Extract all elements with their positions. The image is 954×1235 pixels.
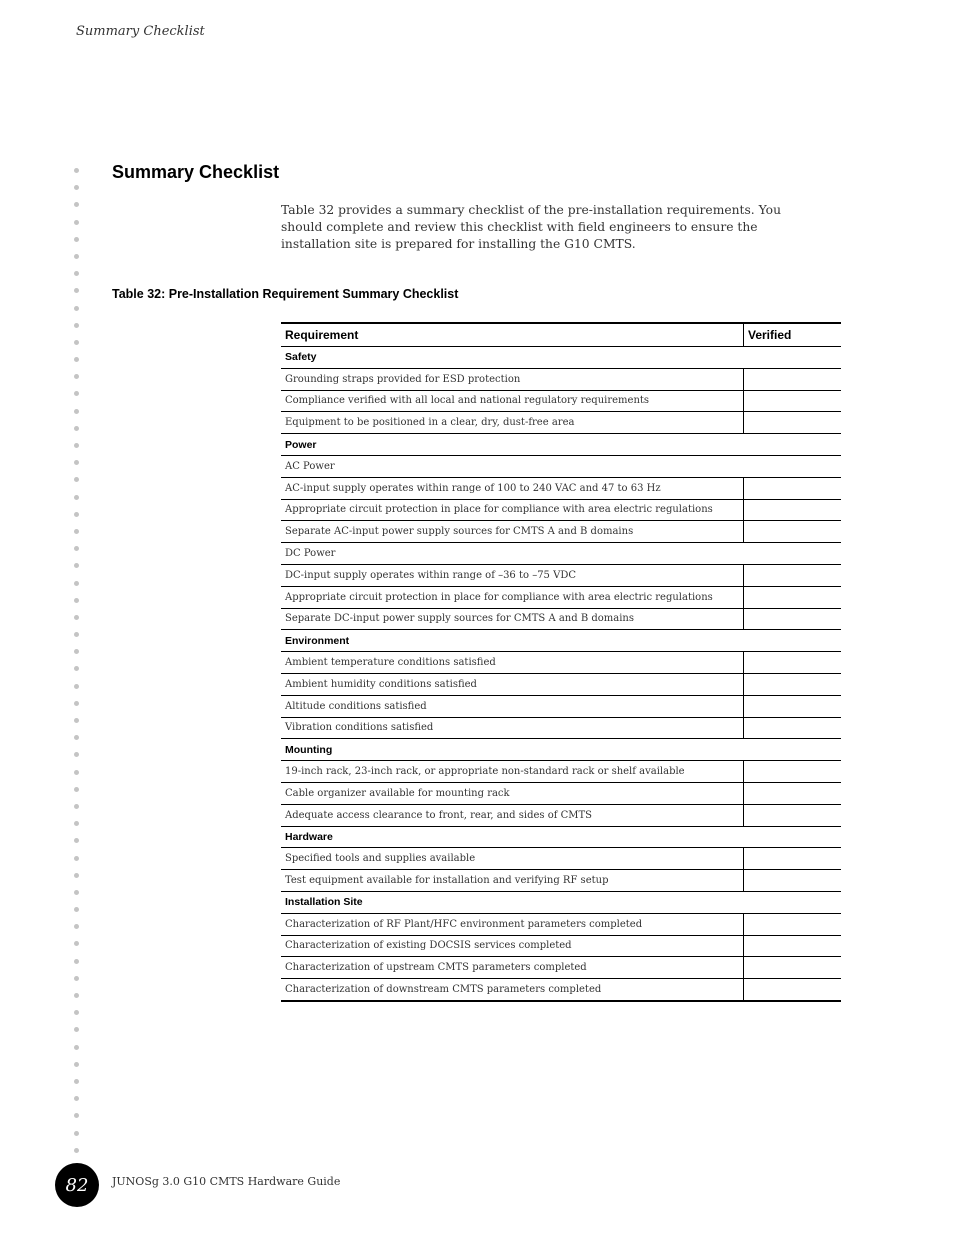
margin-dot xyxy=(74,512,79,517)
requirement-cell: Vibration conditions satisfied xyxy=(281,717,744,739)
margin-dot xyxy=(74,409,79,414)
requirement-cell: Test equipment available for installation and verifying RF setup xyxy=(281,870,744,892)
margin-dot xyxy=(74,254,79,259)
margin-dot xyxy=(74,1027,79,1032)
subheading-row xyxy=(281,543,841,565)
checklist-row xyxy=(281,477,841,499)
requirement-cell: Adequate access clearance to front, rear, and sides of CMTS xyxy=(281,804,744,826)
verified-checkbox-cell[interactable] xyxy=(744,521,842,543)
margin-dot xyxy=(74,856,79,861)
requirement-cell: Characterization of downstream CMTS parameters completed xyxy=(281,979,744,1001)
checklist-table xyxy=(281,322,841,1002)
margin-dot xyxy=(74,1045,79,1050)
table-caption: Table 32: Pre-Installation Requirement Summary Checklist xyxy=(112,287,459,301)
margin-dot xyxy=(74,1079,79,1084)
category-row xyxy=(281,739,841,761)
margin-dot xyxy=(74,1062,79,1067)
margin-dot xyxy=(74,1096,79,1101)
margin-dot xyxy=(74,374,79,379)
margin-dot xyxy=(74,907,79,912)
checklist-row xyxy=(281,673,841,695)
margin-dot xyxy=(74,477,79,482)
margin-dot xyxy=(74,615,79,620)
category-label: Safety xyxy=(281,347,841,369)
margin-dot xyxy=(74,495,79,500)
category-label: Power xyxy=(281,434,841,456)
verified-checkbox-cell[interactable] xyxy=(744,695,842,717)
verified-checkbox-cell[interactable] xyxy=(744,717,842,739)
table-header-row xyxy=(281,323,841,347)
margin-dot xyxy=(74,632,79,637)
checklist-row xyxy=(281,782,841,804)
verified-checkbox-cell[interactable] xyxy=(744,782,842,804)
category-row xyxy=(281,434,841,456)
section-title: Summary Checklist xyxy=(112,162,280,182)
checklist-row xyxy=(281,695,841,717)
margin-dot xyxy=(74,684,79,689)
margin-dot xyxy=(74,323,79,328)
verified-checkbox-cell[interactable] xyxy=(744,673,842,695)
checklist-row xyxy=(281,957,841,979)
page-number-badge: 82 xyxy=(55,1163,99,1207)
margin-dot xyxy=(74,581,79,586)
verified-checkbox-cell[interactable] xyxy=(744,499,842,521)
requirement-cell: AC-input supply operates within range of 100 to 240 VAC and 47 to 63 Hz xyxy=(281,477,744,499)
requirement-cell: Ambient temperature conditions satisfied xyxy=(281,652,744,674)
requirement-cell: 19-inch rack, 23-inch rack, or appropriate non-standard rack or shelf available xyxy=(281,761,744,783)
margin-dot xyxy=(74,873,79,878)
checklist-row xyxy=(281,499,841,521)
requirement-cell: Grounding straps provided for ESD protection xyxy=(281,368,744,390)
checklist-row xyxy=(281,521,841,543)
verified-checkbox-cell[interactable] xyxy=(744,935,842,957)
margin-dot xyxy=(74,1010,79,1015)
verified-checkbox-cell[interactable] xyxy=(744,368,842,390)
category-label: Installation Site xyxy=(281,891,841,913)
verified-checkbox-cell[interactable] xyxy=(744,564,842,586)
requirement-cell: Characterization of existing DOCSIS services completed xyxy=(281,935,744,957)
margin-dot xyxy=(74,443,79,448)
requirement-cell: Characterization of RF Plant/HFC environment parameters completed xyxy=(281,913,744,935)
verified-checkbox-cell[interactable] xyxy=(744,913,842,935)
margin-dot xyxy=(74,752,79,757)
category-row xyxy=(281,891,841,913)
margin-dot-column xyxy=(74,168,80,1165)
checklist-row xyxy=(281,652,841,674)
margin-dot xyxy=(74,993,79,998)
margin-dot xyxy=(74,666,79,671)
margin-dot xyxy=(74,288,79,293)
margin-dot xyxy=(74,185,79,190)
verified-checkbox-cell[interactable] xyxy=(744,804,842,826)
requirement-cell: Altitude conditions satisfied xyxy=(281,695,744,717)
requirement-cell: Separate AC-input power supply sources for CMTS A and B domains xyxy=(281,521,744,543)
requirement-cell: Separate DC-input power supply sources for CMTS A and B domains xyxy=(281,608,744,630)
running-header: Summary Checklist xyxy=(76,24,205,39)
verified-checkbox-cell[interactable] xyxy=(744,957,842,979)
category-label: Environment xyxy=(281,630,841,652)
margin-dot xyxy=(74,426,79,431)
category-label: Mounting xyxy=(281,739,841,761)
margin-dot xyxy=(74,1113,79,1118)
margin-dot xyxy=(74,306,79,311)
margin-dot xyxy=(74,924,79,929)
margin-dot xyxy=(74,838,79,843)
margin-dot xyxy=(74,804,79,809)
margin-dot xyxy=(74,941,79,946)
requirement-cell: Ambient humidity conditions satisfied xyxy=(281,673,744,695)
margin-dot xyxy=(74,598,79,603)
checklist-row xyxy=(281,564,841,586)
checklist-row xyxy=(281,804,841,826)
requirement-cell: Specified tools and supplies available xyxy=(281,848,744,870)
checklist-row xyxy=(281,412,841,434)
margin-dot xyxy=(74,1148,79,1153)
margin-dot xyxy=(74,563,79,568)
margin-dot xyxy=(74,357,79,362)
intro-paragraph: Table 32 provides a summary checklist of the pre-installation requirements. You should complete and review this checklist with field engineers to ensure the installation site is prepared for installing the G10 CMTS. xyxy=(281,203,781,251)
checklist-row xyxy=(281,979,841,1001)
checklist-row xyxy=(281,608,841,630)
verified-checkbox-cell[interactable] xyxy=(744,477,842,499)
margin-dot xyxy=(74,976,79,981)
category-row xyxy=(281,630,841,652)
category-row xyxy=(281,826,841,848)
margin-dot xyxy=(74,735,79,740)
margin-dot xyxy=(74,202,79,207)
checklist-row xyxy=(281,913,841,935)
margin-dot xyxy=(74,237,79,242)
checklist-row xyxy=(281,586,841,608)
requirement-column-header: Requirement xyxy=(281,323,744,347)
verified-checkbox-cell[interactable] xyxy=(744,848,842,870)
verified-checkbox-cell[interactable] xyxy=(744,586,842,608)
verified-checkbox-cell[interactable] xyxy=(744,608,842,630)
subheading-label: DC Power xyxy=(281,543,841,565)
category-label: Hardware xyxy=(281,826,841,848)
checklist-row xyxy=(281,935,841,957)
margin-dot xyxy=(74,1131,79,1136)
checklist-row xyxy=(281,870,841,892)
margin-dot xyxy=(74,649,79,654)
margin-dot xyxy=(74,391,79,396)
margin-dot xyxy=(74,546,79,551)
margin-dot xyxy=(74,168,79,173)
verified-column-header: Verified xyxy=(744,323,842,347)
margin-dot xyxy=(74,787,79,792)
margin-dot xyxy=(74,529,79,534)
checklist-row xyxy=(281,368,841,390)
verified-checkbox-cell[interactable] xyxy=(744,390,842,412)
requirement-cell: Characterization of upstream CMTS parameters completed xyxy=(281,957,744,979)
requirement-cell: DC-input supply operates within range of –36 to –75 VDC xyxy=(281,564,744,586)
verified-checkbox-cell[interactable] xyxy=(744,652,842,674)
requirement-cell: Appropriate circuit protection in place for compliance with area electric regulations xyxy=(281,499,744,521)
checklist-row xyxy=(281,717,841,739)
margin-dot xyxy=(74,821,79,826)
verified-checkbox-cell[interactable] xyxy=(744,761,842,783)
margin-dot xyxy=(74,701,79,706)
subheading-label: AC Power xyxy=(281,455,841,477)
subheading-row xyxy=(281,455,841,477)
requirement-cell: Equipment to be positioned in a clear, dry, dust-free area xyxy=(281,412,744,434)
margin-dot xyxy=(74,220,79,225)
margin-dot xyxy=(74,718,79,723)
margin-dot xyxy=(74,959,79,964)
footer-book-title: JUNOSg 3.0 G10 CMTS Hardware Guide xyxy=(112,1175,341,1188)
requirement-cell: Appropriate circuit protection in place for compliance with area electric regulations xyxy=(281,586,744,608)
requirement-cell: Compliance verified with all local and national regulatory requirements xyxy=(281,390,744,412)
margin-dot xyxy=(74,890,79,895)
checklist-row xyxy=(281,848,841,870)
verified-checkbox-cell[interactable] xyxy=(744,412,842,434)
checklist-row xyxy=(281,761,841,783)
verified-checkbox-cell[interactable] xyxy=(744,979,842,1001)
checklist-row xyxy=(281,390,841,412)
requirement-cell: Cable organizer available for mounting rack xyxy=(281,782,744,804)
margin-dot xyxy=(74,770,79,775)
verified-checkbox-cell[interactable] xyxy=(744,870,842,892)
category-row xyxy=(281,347,841,369)
margin-dot xyxy=(74,271,79,276)
margin-dot xyxy=(74,340,79,345)
margin-dot xyxy=(74,460,79,465)
